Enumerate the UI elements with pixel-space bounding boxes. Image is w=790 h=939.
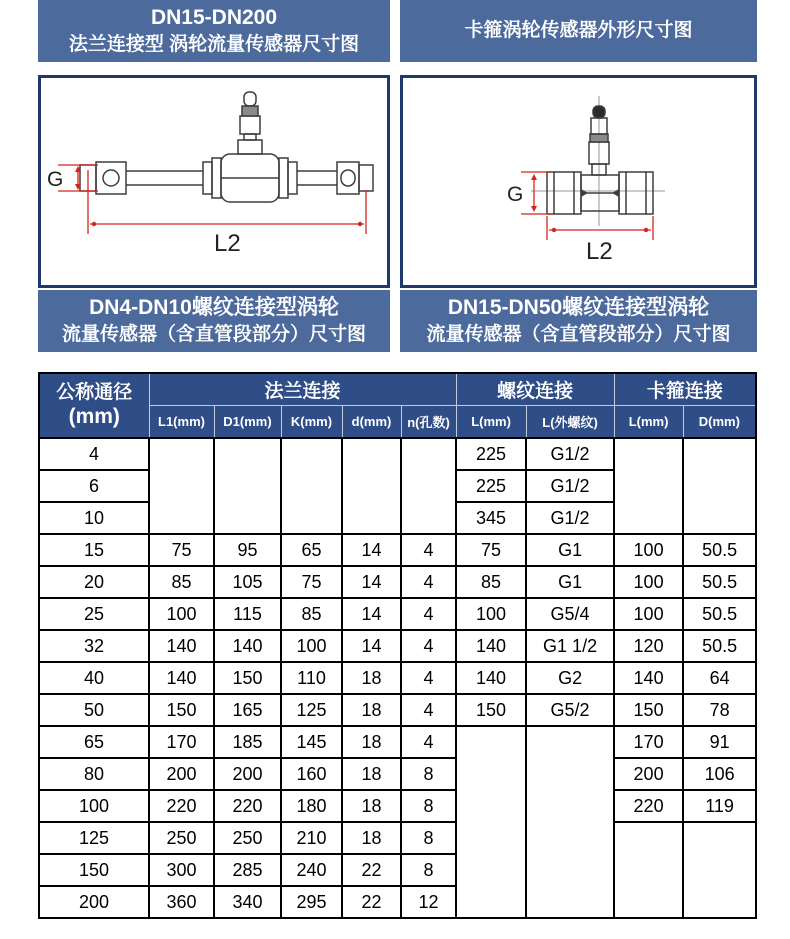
cell-value: 240 [281,854,342,886]
cell-value: 100 [614,566,683,598]
cell-value: 75 [281,566,342,598]
cell-value: 8 [401,822,456,854]
header-clamp-d: D(mm) [683,406,756,439]
cell-value: 22 [342,854,401,886]
cell-value: 345 [456,502,526,534]
cell-value: 250 [214,822,281,854]
table-row [39,726,756,758]
table-row [39,534,756,566]
cell-value: 170 [614,726,683,758]
cell-value: 360 [149,886,214,918]
cell-value: 106 [683,758,756,790]
merged-empty-cell [614,438,683,534]
title-bar-flange-type [38,0,390,62]
header-l1: L1(mm) [149,406,214,439]
cell-value: G5/2 [526,694,614,726]
table-row [39,694,756,726]
cell-dn: 6 [39,470,149,502]
header-screw-l: L(mm) [456,406,526,439]
cell-value: 185 [214,726,281,758]
caption-line: 流量传感器（含直管段部分）尺寸图 [61,324,366,346]
cell-value: G1 [526,534,614,566]
header-text: (mm) [68,405,120,429]
cell-value: 100 [281,630,342,662]
cell-value: 300 [149,854,214,886]
header-d: d(mm) [342,406,401,439]
diagram-panel-threaded-large [400,75,757,288]
cell-value: 120 [614,630,683,662]
cell-value: 18 [342,790,401,822]
header-nominal-diameter [39,373,149,438]
cell-value: 140 [149,630,214,662]
header-k: K(mm) [281,406,342,439]
cell-value: 150 [614,694,683,726]
cell-value: 140 [456,662,526,694]
merged-empty-cell [149,438,214,534]
cell-value: 50.5 [683,598,756,630]
cell-value: 14 [342,630,401,662]
cell-value: G1/2 [526,470,614,502]
cell-value: 18 [342,822,401,854]
cell-value: 140 [614,662,683,694]
cell-value: 200 [149,758,214,790]
cell-dn: 40 [39,662,149,694]
caption-line: DN4-DN10螺纹连接型涡轮 [89,296,339,319]
cell-value: 165 [214,694,281,726]
cell-value: 50.5 [683,534,756,566]
cell-dn: 50 [39,694,149,726]
cell-value: 180 [281,790,342,822]
cell-dn: 80 [39,758,149,790]
cell-value: 75 [149,534,214,566]
cell-value: 210 [281,822,342,854]
cell-value: 85 [456,566,526,598]
sensor-line-drawing [547,106,653,214]
l2-dimension-label: L2 [214,230,241,257]
cell-dn: 100 [39,790,149,822]
cell-value: 140 [456,630,526,662]
caption-bar-dn15-dn50 [400,290,757,352]
table-row [39,630,756,662]
cell-value: 115 [214,598,281,630]
cell-value: 64 [683,662,756,694]
title-line: 卡箍涡轮传感器外形尺寸图 [464,19,693,41]
table-row [39,438,756,470]
cell-value: 50.5 [683,630,756,662]
merged-empty-cell [281,438,342,534]
dimension-lines [521,172,653,240]
cell-value: 4 [401,598,456,630]
cell-value: 8 [401,758,456,790]
cell-dn: 25 [39,598,149,630]
cell-dn: 150 [39,854,149,886]
merged-empty-cell [614,822,683,918]
cell-value: 8 [401,854,456,886]
cell-value: 125 [281,694,342,726]
cell-value: 100 [614,598,683,630]
cell-value: 150 [214,662,281,694]
cell-value: 200 [214,758,281,790]
cell-value: G5/4 [526,598,614,630]
table-row [39,598,756,630]
cell-value: 119 [683,790,756,822]
header-clamp-l: L(mm) [614,406,683,439]
cell-value: 140 [149,662,214,694]
cell-value: 12 [401,886,456,918]
cell-value: G1 1/2 [526,630,614,662]
cell-value: 160 [281,758,342,790]
cell-value: 295 [281,886,342,918]
cell-value: 250 [149,822,214,854]
cell-value: 4 [401,726,456,758]
header-n: n(孔数) [401,406,456,439]
cell-value: 18 [342,662,401,694]
cell-value: 50.5 [683,566,756,598]
cell-value: 105 [214,566,281,598]
cell-value: 170 [149,726,214,758]
cell-value: G1/2 [526,438,614,470]
cell-value: 4 [401,534,456,566]
title-line: DN15-DN200 [150,6,278,29]
cell-value: 110 [281,662,342,694]
merged-empty-cell [342,438,401,534]
cell-value: 150 [456,694,526,726]
cell-value: 100 [614,534,683,566]
sensor-line-drawing [80,92,373,202]
cell-value: G1 [526,566,614,598]
merged-empty-cell [401,438,456,534]
merged-empty-cell [214,438,281,534]
header-group-clamp: 卡箍连接 [614,373,756,406]
header-screw-thread: L(外螺纹) [526,406,614,439]
cell-value: 18 [342,758,401,790]
cell-value: 18 [342,694,401,726]
cell-value: 200 [614,758,683,790]
cell-dn: 10 [39,502,149,534]
title-bar-clamp-type [400,0,757,62]
cell-value: 14 [342,566,401,598]
g-dimension-label: G [47,168,64,191]
cell-value: 65 [281,534,342,566]
cell-dn: 20 [39,566,149,598]
cell-dn: 32 [39,630,149,662]
header-d1: D1(mm) [214,406,281,439]
clamp-sensor-diagram [403,78,754,285]
table-row [39,662,756,694]
merged-empty-cell [526,726,614,918]
cell-value: 285 [214,854,281,886]
cell-value: 4 [401,566,456,598]
cell-value: 100 [149,598,214,630]
merged-empty-cell [456,726,526,918]
cell-dn: 4 [39,438,149,470]
cell-value: 95 [214,534,281,566]
table-row [39,822,756,854]
cell-value: 220 [614,790,683,822]
cell-value: 225 [456,470,526,502]
cell-value: 340 [214,886,281,918]
cell-value: 18 [342,726,401,758]
cell-value: 4 [401,694,456,726]
caption-line: DN15-DN50螺纹连接型涡轮 [447,296,710,319]
cell-value: 91 [683,726,756,758]
caption-line: 流量传感器（含直管段部分）尺寸图 [426,324,731,346]
cell-value: 22 [342,886,401,918]
cell-value: 4 [401,630,456,662]
g-dimension-label: G [507,183,524,206]
diagram-panel-threaded-small [38,75,390,288]
merged-empty-cell [683,822,756,918]
threaded-sensor-diagram [41,78,387,285]
title-line: 法兰连接型 涡轮流量传感器尺寸图 [68,34,360,56]
cell-value: G1/2 [526,502,614,534]
cell-dn: 200 [39,886,149,918]
cell-value: 85 [281,598,342,630]
cell-value: 220 [214,790,281,822]
cell-value: 4 [401,662,456,694]
merged-empty-cell [683,438,756,534]
cell-value: 150 [149,694,214,726]
caption-bar-dn4-dn10 [38,290,390,352]
table-row [39,790,756,822]
table-row [39,566,756,598]
cell-value: 145 [281,726,342,758]
cell-value: 8 [401,790,456,822]
cell-value: 225 [456,438,526,470]
dimensions-table [38,372,757,919]
cell-value: 100 [456,598,526,630]
cell-dn: 125 [39,822,149,854]
l2-dimension-label: L2 [586,238,613,265]
header-text: 公称通径 [56,381,133,403]
cell-value: 75 [456,534,526,566]
cell-value: 14 [342,598,401,630]
table-row [39,758,756,790]
cell-value: 14 [342,534,401,566]
cell-dn: 65 [39,726,149,758]
header-group-screw: 螺纹连接 [456,373,614,406]
cell-value: 220 [149,790,214,822]
cell-dn: 15 [39,534,149,566]
header-group-flange: 法兰连接 [149,373,456,406]
cell-value: 85 [149,566,214,598]
cell-value: 78 [683,694,756,726]
cell-value: G2 [526,662,614,694]
cell-value: 140 [214,630,281,662]
